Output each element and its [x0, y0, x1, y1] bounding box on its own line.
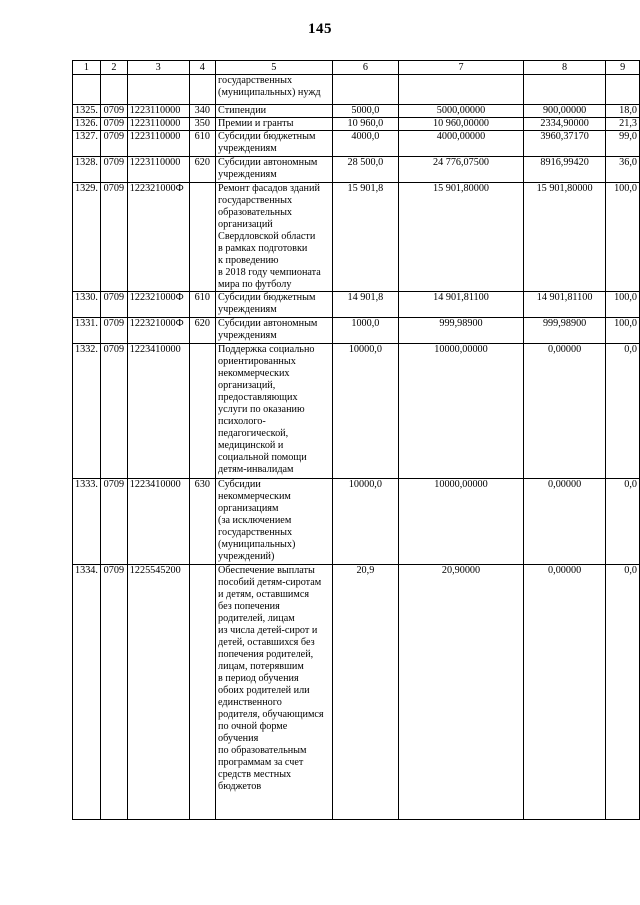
description-line: организаций,: [218, 380, 276, 391]
description-line: и детям, оставшимся: [218, 589, 310, 600]
section-code-cell: 0709: [100, 183, 127, 292]
description-cell: [216, 131, 333, 157]
description-line: услуги по оказанию: [218, 404, 305, 415]
target-article-cell: 1223410000: [127, 344, 189, 479]
description-line: бюджетов: [218, 781, 262, 792]
description-line: по образовательным: [218, 745, 307, 756]
approved-amount-cell: 1000,0: [332, 318, 399, 344]
description-line: Стипендии: [218, 105, 267, 116]
description-line: единственного: [218, 697, 282, 708]
executed-amount-cell: 0,00000: [523, 479, 606, 565]
description-line: (муниципальных) нужд: [218, 87, 321, 98]
budget-table: [72, 60, 640, 820]
plan-amount-cell: 20,90000: [399, 565, 524, 820]
table-row: [73, 318, 640, 344]
row-number-cell: 1327.: [73, 131, 101, 157]
description-line: без попечения: [218, 601, 280, 612]
description-line: учреждениям: [218, 330, 277, 341]
description-line: Поддержка социально: [218, 344, 315, 355]
percent-cell: [606, 75, 640, 105]
description-line: образовательных: [218, 207, 293, 218]
description-line: Обеспечение выплаты: [218, 565, 315, 576]
col-header: 6: [332, 61, 399, 75]
percent-cell: 100,0: [606, 183, 640, 292]
executed-amount-cell: 8916,99420: [523, 157, 606, 183]
plan-amount-cell: 999,98900: [399, 318, 524, 344]
description-cell: [216, 183, 333, 292]
target-article-cell: 122321000Ф: [127, 292, 189, 318]
target-article-cell: 1223110000: [127, 131, 189, 157]
description-cell: [216, 344, 333, 479]
description-line: родителей, лицам: [218, 613, 295, 624]
section-code-cell: [100, 75, 127, 105]
description-line: мира по футболу: [218, 279, 292, 290]
plan-amount-cell: 24 776,07500: [399, 157, 524, 183]
description-line: (за исключением: [218, 515, 292, 526]
expense-type-cell: 630: [189, 479, 215, 565]
plan-amount-cell: 10 960,00000: [399, 118, 524, 131]
approved-amount-cell: 10 960,0: [332, 118, 399, 131]
table-row: [73, 479, 640, 565]
description-line: некоммерческих: [218, 368, 290, 379]
description-line: программам за счет: [218, 757, 304, 768]
col-header: 9: [606, 61, 640, 75]
target-article-cell: 1223110000: [127, 157, 189, 183]
target-article-cell: 122321000Ф: [127, 318, 189, 344]
plan-amount-cell: 4000,00000: [399, 131, 524, 157]
table-row: [73, 75, 640, 105]
description-line: в период обучения: [218, 673, 299, 684]
description-line: родителя, обучающимся: [218, 709, 324, 720]
row-number-cell: 1330.: [73, 292, 101, 318]
executed-amount-cell: 15 901,80000: [523, 183, 606, 292]
description-line: государственных: [218, 527, 293, 538]
description-line: (муниципальных): [218, 539, 296, 550]
plan-amount-cell: 14 901,81100: [399, 292, 524, 318]
table-row: [73, 105, 640, 118]
header-row: [73, 61, 640, 75]
percent-cell: 99,0: [606, 131, 640, 157]
description-line: педагогической,: [218, 428, 289, 439]
approved-amount-cell: 20,9: [332, 565, 399, 820]
description-line: социальной помощи: [218, 452, 307, 463]
plan-amount-cell: 10000,00000: [399, 479, 524, 565]
description-line: предоставляющих: [218, 392, 298, 403]
section-code-cell: 0709: [100, 344, 127, 479]
description-line: в 2018 году чемпионата: [218, 267, 321, 278]
description-cell: [216, 157, 333, 183]
plan-amount-cell: [399, 75, 524, 105]
description-line: медицинской и: [218, 440, 284, 451]
row-number-cell: 1328.: [73, 157, 101, 183]
description-cell: [216, 318, 333, 344]
section-code-cell: 0709: [100, 118, 127, 131]
expense-type-cell: 350: [189, 118, 215, 131]
approved-amount-cell: 4000,0: [332, 131, 399, 157]
target-article-cell: [127, 75, 189, 105]
description-line: детей, оставшихся без: [218, 637, 315, 648]
col-header: 8: [523, 61, 606, 75]
executed-amount-cell: 14 901,81100: [523, 292, 606, 318]
section-code-cell: 0709: [100, 131, 127, 157]
table-row: [73, 292, 640, 318]
section-code-cell: 0709: [100, 157, 127, 183]
plan-amount-cell: 15 901,80000: [399, 183, 524, 292]
executed-amount-cell: 0,00000: [523, 565, 606, 820]
description-line: психолого-: [218, 416, 266, 427]
row-number-cell: 1332.: [73, 344, 101, 479]
description-line: Ремонт фасадов зданий: [218, 183, 320, 194]
approved-amount-cell: 15 901,8: [332, 183, 399, 292]
description-line: пособий детям-сиротам: [218, 577, 322, 588]
description-line: Субсидии бюджетным: [218, 131, 316, 142]
description-line: по очной форме: [218, 721, 288, 732]
table-body: [73, 75, 640, 820]
target-article-cell: 122321000Ф: [127, 183, 189, 292]
description-line: обучения: [218, 733, 259, 744]
percent-cell: 0,0: [606, 565, 640, 820]
description-line: некоммерческим: [218, 491, 291, 502]
description-line: средств местных: [218, 769, 292, 780]
row-number-cell: 1334.: [73, 565, 101, 820]
executed-amount-cell: 900,00000: [523, 105, 606, 118]
description-line: учреждений): [218, 551, 275, 562]
description-cell: [216, 565, 333, 820]
expense-type-cell: 610: [189, 131, 215, 157]
percent-cell: 0,0: [606, 479, 640, 565]
description-line: Премии и гранты: [218, 118, 294, 129]
description-line: лицам, потерявшим: [218, 661, 304, 672]
expense-type-cell: 340: [189, 105, 215, 118]
row-number-cell: 1326.: [73, 118, 101, 131]
col-header: 5: [216, 61, 333, 75]
target-article-cell: 1223410000: [127, 479, 189, 565]
expense-type-cell: 620: [189, 318, 215, 344]
description-cell: [216, 479, 333, 565]
description-line: в рамках подготовки: [218, 243, 308, 254]
approved-amount-cell: 10000,0: [332, 479, 399, 565]
description-cell: [216, 75, 333, 105]
row-number-cell: 1331.: [73, 318, 101, 344]
section-code-cell: 0709: [100, 565, 127, 820]
approved-amount-cell: 5000,0: [332, 105, 399, 118]
section-code-cell: 0709: [100, 318, 127, 344]
description-line: государственных: [218, 195, 293, 206]
approved-amount-cell: 28 500,0: [332, 157, 399, 183]
percent-cell: 0,0: [606, 344, 640, 479]
row-number-cell: 1329.: [73, 183, 101, 292]
description-line: детям-инвалидам: [218, 464, 294, 475]
expense-type-cell: [189, 344, 215, 479]
executed-amount-cell: 2334,90000: [523, 118, 606, 131]
description-cell: [216, 292, 333, 318]
description-line: ориентированных: [218, 356, 296, 367]
executed-amount-cell: [523, 75, 606, 105]
table-row: [73, 565, 640, 820]
section-code-cell: 0709: [100, 105, 127, 118]
description-line: Субсидии автономным: [218, 157, 318, 168]
expense-type-cell: 620: [189, 157, 215, 183]
description-line: учреждениям: [218, 143, 277, 154]
col-header: 4: [189, 61, 215, 75]
section-code-cell: 0709: [100, 479, 127, 565]
percent-cell: 36,0: [606, 157, 640, 183]
description-line: организаций: [218, 219, 273, 230]
executed-amount-cell: 0,00000: [523, 344, 606, 479]
percent-cell: 100,0: [606, 292, 640, 318]
percent-cell: 100,0: [606, 318, 640, 344]
table-row: [73, 344, 640, 479]
row-number-cell: [73, 75, 101, 105]
expense-type-cell: [189, 565, 215, 820]
description-line: попечения родителей,: [218, 649, 314, 660]
page-number: 145: [308, 21, 332, 37]
description-line: учреждениям: [218, 169, 277, 180]
expense-type-cell: 610: [189, 292, 215, 318]
description-line: к проведению: [218, 255, 279, 266]
col-header: 2: [100, 61, 127, 75]
description-cell: [216, 105, 333, 118]
description-cell: [216, 118, 333, 131]
col-header: 7: [399, 61, 524, 75]
description-line: организациям: [218, 503, 279, 514]
plan-amount-cell: 10000,00000: [399, 344, 524, 479]
target-article-cell: 1223110000: [127, 118, 189, 131]
col-header: 3: [127, 61, 189, 75]
row-number-cell: 1333.: [73, 479, 101, 565]
executed-amount-cell: 999,98900: [523, 318, 606, 344]
target-article-cell: 1223110000: [127, 105, 189, 118]
description-line: Субсидии бюджетным: [218, 292, 316, 303]
expense-type-cell: [189, 75, 215, 105]
table-row: [73, 131, 640, 157]
executed-amount-cell: 3960,37170: [523, 131, 606, 157]
row-number-cell: 1325.: [73, 105, 101, 118]
approved-amount-cell: 10000,0: [332, 344, 399, 479]
plan-amount-cell: 5000,00000: [399, 105, 524, 118]
description-line: обоих родителей или: [218, 685, 310, 696]
target-article-cell: 1225545200: [127, 565, 189, 820]
table-row: [73, 157, 640, 183]
description-line: учреждениям: [218, 304, 277, 315]
approved-amount-cell: [332, 75, 399, 105]
description-line: Субсидии: [218, 479, 261, 490]
col-header: 1: [73, 61, 101, 75]
percent-cell: 21,3: [606, 118, 640, 131]
description-line: Субсидии автономным: [218, 318, 318, 329]
table-row: [73, 118, 640, 131]
section-code-cell: 0709: [100, 292, 127, 318]
table-row: [73, 183, 640, 292]
expense-type-cell: [189, 183, 215, 292]
description-line: Свердловской области: [218, 231, 316, 242]
description-line: государственных: [218, 75, 293, 86]
description-line: из числа детей-сирот и: [218, 625, 318, 636]
percent-cell: 18,0: [606, 105, 640, 118]
approved-amount-cell: 14 901,8: [332, 292, 399, 318]
